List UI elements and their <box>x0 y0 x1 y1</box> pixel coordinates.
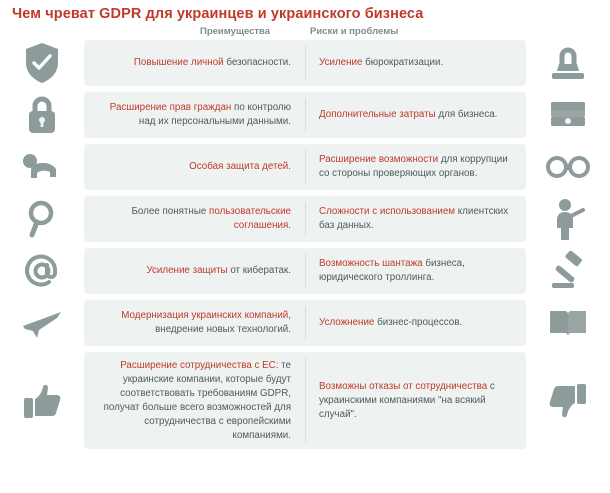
row-modernization <box>0 300 610 346</box>
person-pointing-icon <box>526 198 610 240</box>
cons-rest: для бизнеса. <box>438 109 498 121</box>
pros-rest: внедрение новых технологий. <box>155 324 291 335</box>
cons-highlight: Возможность шантажа <box>319 258 426 270</box>
gavel-icon <box>526 251 610 291</box>
pros-text <box>84 198 305 240</box>
stamp-icon <box>526 43 610 83</box>
cons-highlight: Усложнение <box>319 317 378 329</box>
cons-rest: бюрократизации. <box>365 57 444 69</box>
row-child-protection <box>0 144 610 190</box>
lock-icon <box>0 94 84 136</box>
cons-text <box>305 49 526 77</box>
cons-text <box>305 146 526 188</box>
band-divider <box>305 46 306 80</box>
cons-rest: бизнеса, юридического троллинга. <box>319 258 465 283</box>
content-band <box>84 92 526 138</box>
content-band <box>84 300 526 346</box>
pros-highlight: Усиление защиты <box>146 265 231 277</box>
pros-highlight: Расширение прав граждан <box>109 102 235 114</box>
column-header-cons: Риски и проблемы <box>310 26 399 37</box>
cons-rest: клиентских баз данных. <box>319 206 509 231</box>
pros-text <box>84 153 305 181</box>
row-eu-cooperation <box>0 352 610 449</box>
row-cyberattack-protection <box>0 248 610 294</box>
content-band <box>84 352 526 449</box>
pros-highlight: Модернизация украинских компаний, <box>121 310 291 322</box>
pros-text <box>84 49 305 77</box>
pros-rest: по контролю над их персональными данными. <box>138 102 291 127</box>
thumbs-down-icon <box>526 381 610 421</box>
band-divider <box>305 202 306 236</box>
cons-text <box>305 373 526 429</box>
cons-text <box>305 101 526 129</box>
row-citizen-rights <box>0 92 610 138</box>
content-band <box>84 144 526 190</box>
band-divider <box>305 358 306 443</box>
content-band <box>84 196 526 242</box>
cons-rest: для коррупции со стороны проверяющих органов. <box>319 154 508 179</box>
pros-rest: Более понятные <box>131 206 210 218</box>
page-title: Чем чреват GDPR для украинцев и украинского бизнеса <box>12 6 424 22</box>
rows-container <box>0 40 610 455</box>
row-user-agreements <box>0 196 610 242</box>
airplane-icon <box>0 304 84 342</box>
cons-highlight: Дополнительные затраты <box>319 109 439 121</box>
cons-highlight: Усиление <box>319 57 366 69</box>
at-sign-icon <box>0 251 84 291</box>
cons-highlight: Сложности с использованием <box>319 206 458 218</box>
cons-text <box>305 198 526 240</box>
band-divider <box>305 98 306 132</box>
baby-crawling-icon <box>0 151 84 183</box>
pros-text <box>84 302 305 344</box>
band-divider <box>305 150 306 184</box>
pros-text <box>84 352 305 449</box>
magnifier-icon <box>0 199 84 239</box>
money-stack-icon <box>526 97 610 133</box>
pros-rest: безопасности. <box>226 57 291 69</box>
pros-highlight: Повышение личной <box>133 57 227 69</box>
content-band <box>84 248 526 294</box>
pros-rest: от кибератак. <box>230 265 291 277</box>
row-personal-security <box>0 40 610 86</box>
cons-rest: с украинскими компаниями "на всякий случай". <box>319 380 495 420</box>
cons-highlight: Возможны отказы от сотрудничества <box>319 380 490 392</box>
band-divider <box>305 306 306 340</box>
thumbs-up-icon <box>0 381 84 421</box>
pros-rest: те украинские компании, которые будут соответствовать требованиям GDPR, получат больше всего возможностей для сотрудничества с европейскими компаниями. <box>103 360 291 441</box>
pros-highlight: Особая защита детей. <box>189 161 291 173</box>
open-book-icon <box>526 306 610 340</box>
pros-highlight: пользовательские соглашения. <box>209 206 291 231</box>
pros-highlight: Расширение сотрудничества с ЕС: <box>120 360 282 371</box>
shield-check-icon <box>0 42 84 84</box>
cons-text <box>305 250 526 292</box>
cons-highlight: Расширение возможности <box>319 154 441 166</box>
cons-text <box>305 309 526 337</box>
handcuffs-icon <box>526 151 610 183</box>
pros-text <box>84 257 305 285</box>
band-divider <box>305 254 306 288</box>
pros-text <box>84 94 305 136</box>
column-header-pros: Преимущества <box>200 26 271 37</box>
cons-rest: бизнес-процессов. <box>377 317 463 329</box>
content-band <box>84 40 526 86</box>
